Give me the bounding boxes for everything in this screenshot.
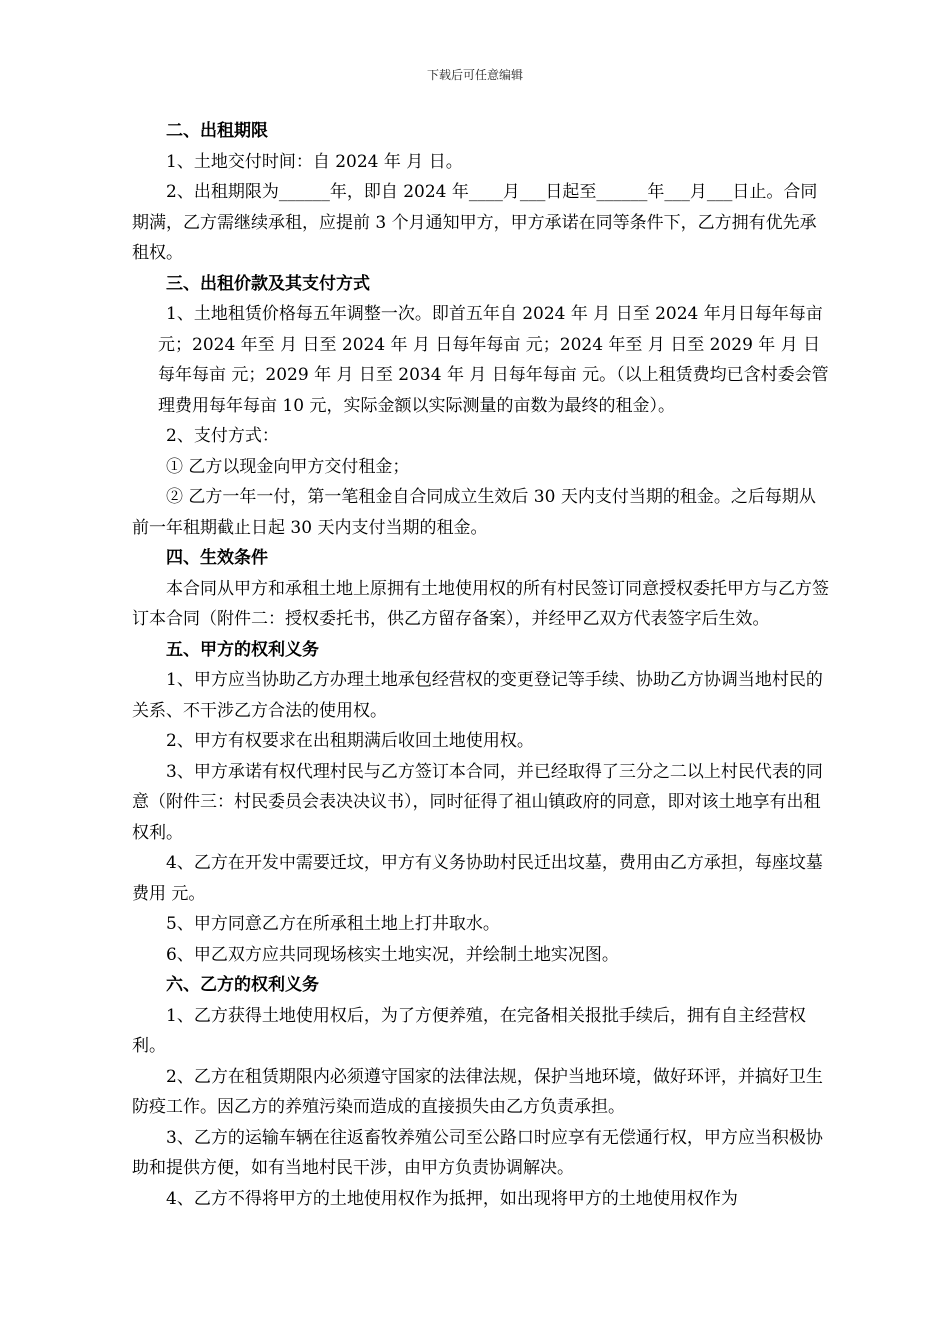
section-heading-party-a: 五、甲方的权利义务 xyxy=(166,639,319,660)
clause-delivery-time: 1、土地交付时间：自 2024 年 月 日。 xyxy=(166,151,463,172)
clause-party-b-1: 1、乙方获得土地使用权后，为了方便养殖，在完备相关报批手续后，拥有自主经营权利。 xyxy=(132,1005,806,1056)
section-heading-price: 三、出租价款及其支付方式 xyxy=(166,273,370,294)
clause-rent-price: 1、土地租赁价格每五年调整一次。即首五年自 2024 年 月 日至 2024 年月日每年每亩 元；2024 年至 月 日至 2024 年 月 日每年每亩 元；2024 年至 月 日至 2029 年 月 日每年每亩 元；2029 年 月 日至 2034 年 月 日每年每亩 元。（以上租赁费均已含村委会管理费用每年每亩 10 元，实际金额以实际测量的亩数为最终的租金）。 xyxy=(158,304,829,416)
clause-effective-condition: 本合同从甲方和承租土地上原拥有土地使用权的所有村民签订同意授权委托甲方与乙方签订本合同（附件二：授权委托书，供乙方留存备案），并经甲乙双方代表签字后生效。 xyxy=(132,578,829,629)
section-heading-term: 二、出租期限 xyxy=(166,121,268,141)
clause-party-a-3: 3、甲方承诺有权代理村民与乙方签订本合同，并已经取得了三分之二以上村民代表的同意（附件三：村民委员会表决决议书），同时征得了祖山镇政府的同意，即对该土地享有出租权利。 xyxy=(132,761,823,843)
clause-party-a-1: 1、甲方应当协助乙方办理土地承包经营权的变更登记等手续、协助乙方协调当地村民的关系、不干涉乙方合法的使用权。 xyxy=(132,670,823,721)
clause-party-b-4: 4、乙方不得将甲方的土地使用权作为抵押，如出现将甲方的土地使用权作为 xyxy=(166,1188,738,1209)
section-heading-party-b: 六、乙方的权利义务 xyxy=(166,975,319,995)
clause-party-b-2: 2、乙方在租赁期限内必须遵守国家的法律法规，保护当地环境，做好环评，并搞好卫生防疫工作。因乙方的养殖污染而造成的直接损失由乙方负责承担。 xyxy=(132,1066,823,1117)
clause-party-a-5: 5、甲方同意乙方在所承租土地上打井取水。 xyxy=(166,914,500,934)
page-header: 下载后可任意编辑 xyxy=(426,68,523,82)
clause-party-a-4: 4、乙方在开发中需要迁坟，甲方有义务协助村民迁出坟墓，费用由乙方承担，每座坟墓费用 元。 xyxy=(132,853,823,904)
clause-payment-annual: ② 乙方一年一付，第一笔租金自合同成立生效后 30 天内支付当期的租金。之后每期从前一年租期截止日起 30 天内支付当期的租金。 xyxy=(132,487,816,538)
clause-payment-cash: ① 乙方以现金向甲方交付租金； xyxy=(166,456,410,477)
clause-party-a-6: 6、甲乙双方应共同现场核实土地实况，并绘制土地实况图。 xyxy=(166,944,619,965)
section-heading-effect: 四、生效条件 xyxy=(166,548,268,568)
clause-payment-method: 2、支付方式： xyxy=(166,426,279,446)
clause-party-b-3: 3、乙方的运输车辆在往返畜牧养殖公司至公路口时应享有无偿通行权，甲方应当积极协助和提供方便，如有当地村民干涉，由甲方负责协调解决。 xyxy=(132,1127,823,1178)
document-body xyxy=(132,116,832,1214)
clause-party-a-2: 2、甲方有权要求在出租期满后收回土地使用权。 xyxy=(166,731,534,751)
clause-lease-term: 2、出租期限为______年，即自 2024 年____月___日起至______年___月___日止。合同期满，乙方需继续承租，应提前 3 个月通知甲方，甲方承诺在同等条件下，乙方拥有优先承租权。 xyxy=(132,182,818,263)
